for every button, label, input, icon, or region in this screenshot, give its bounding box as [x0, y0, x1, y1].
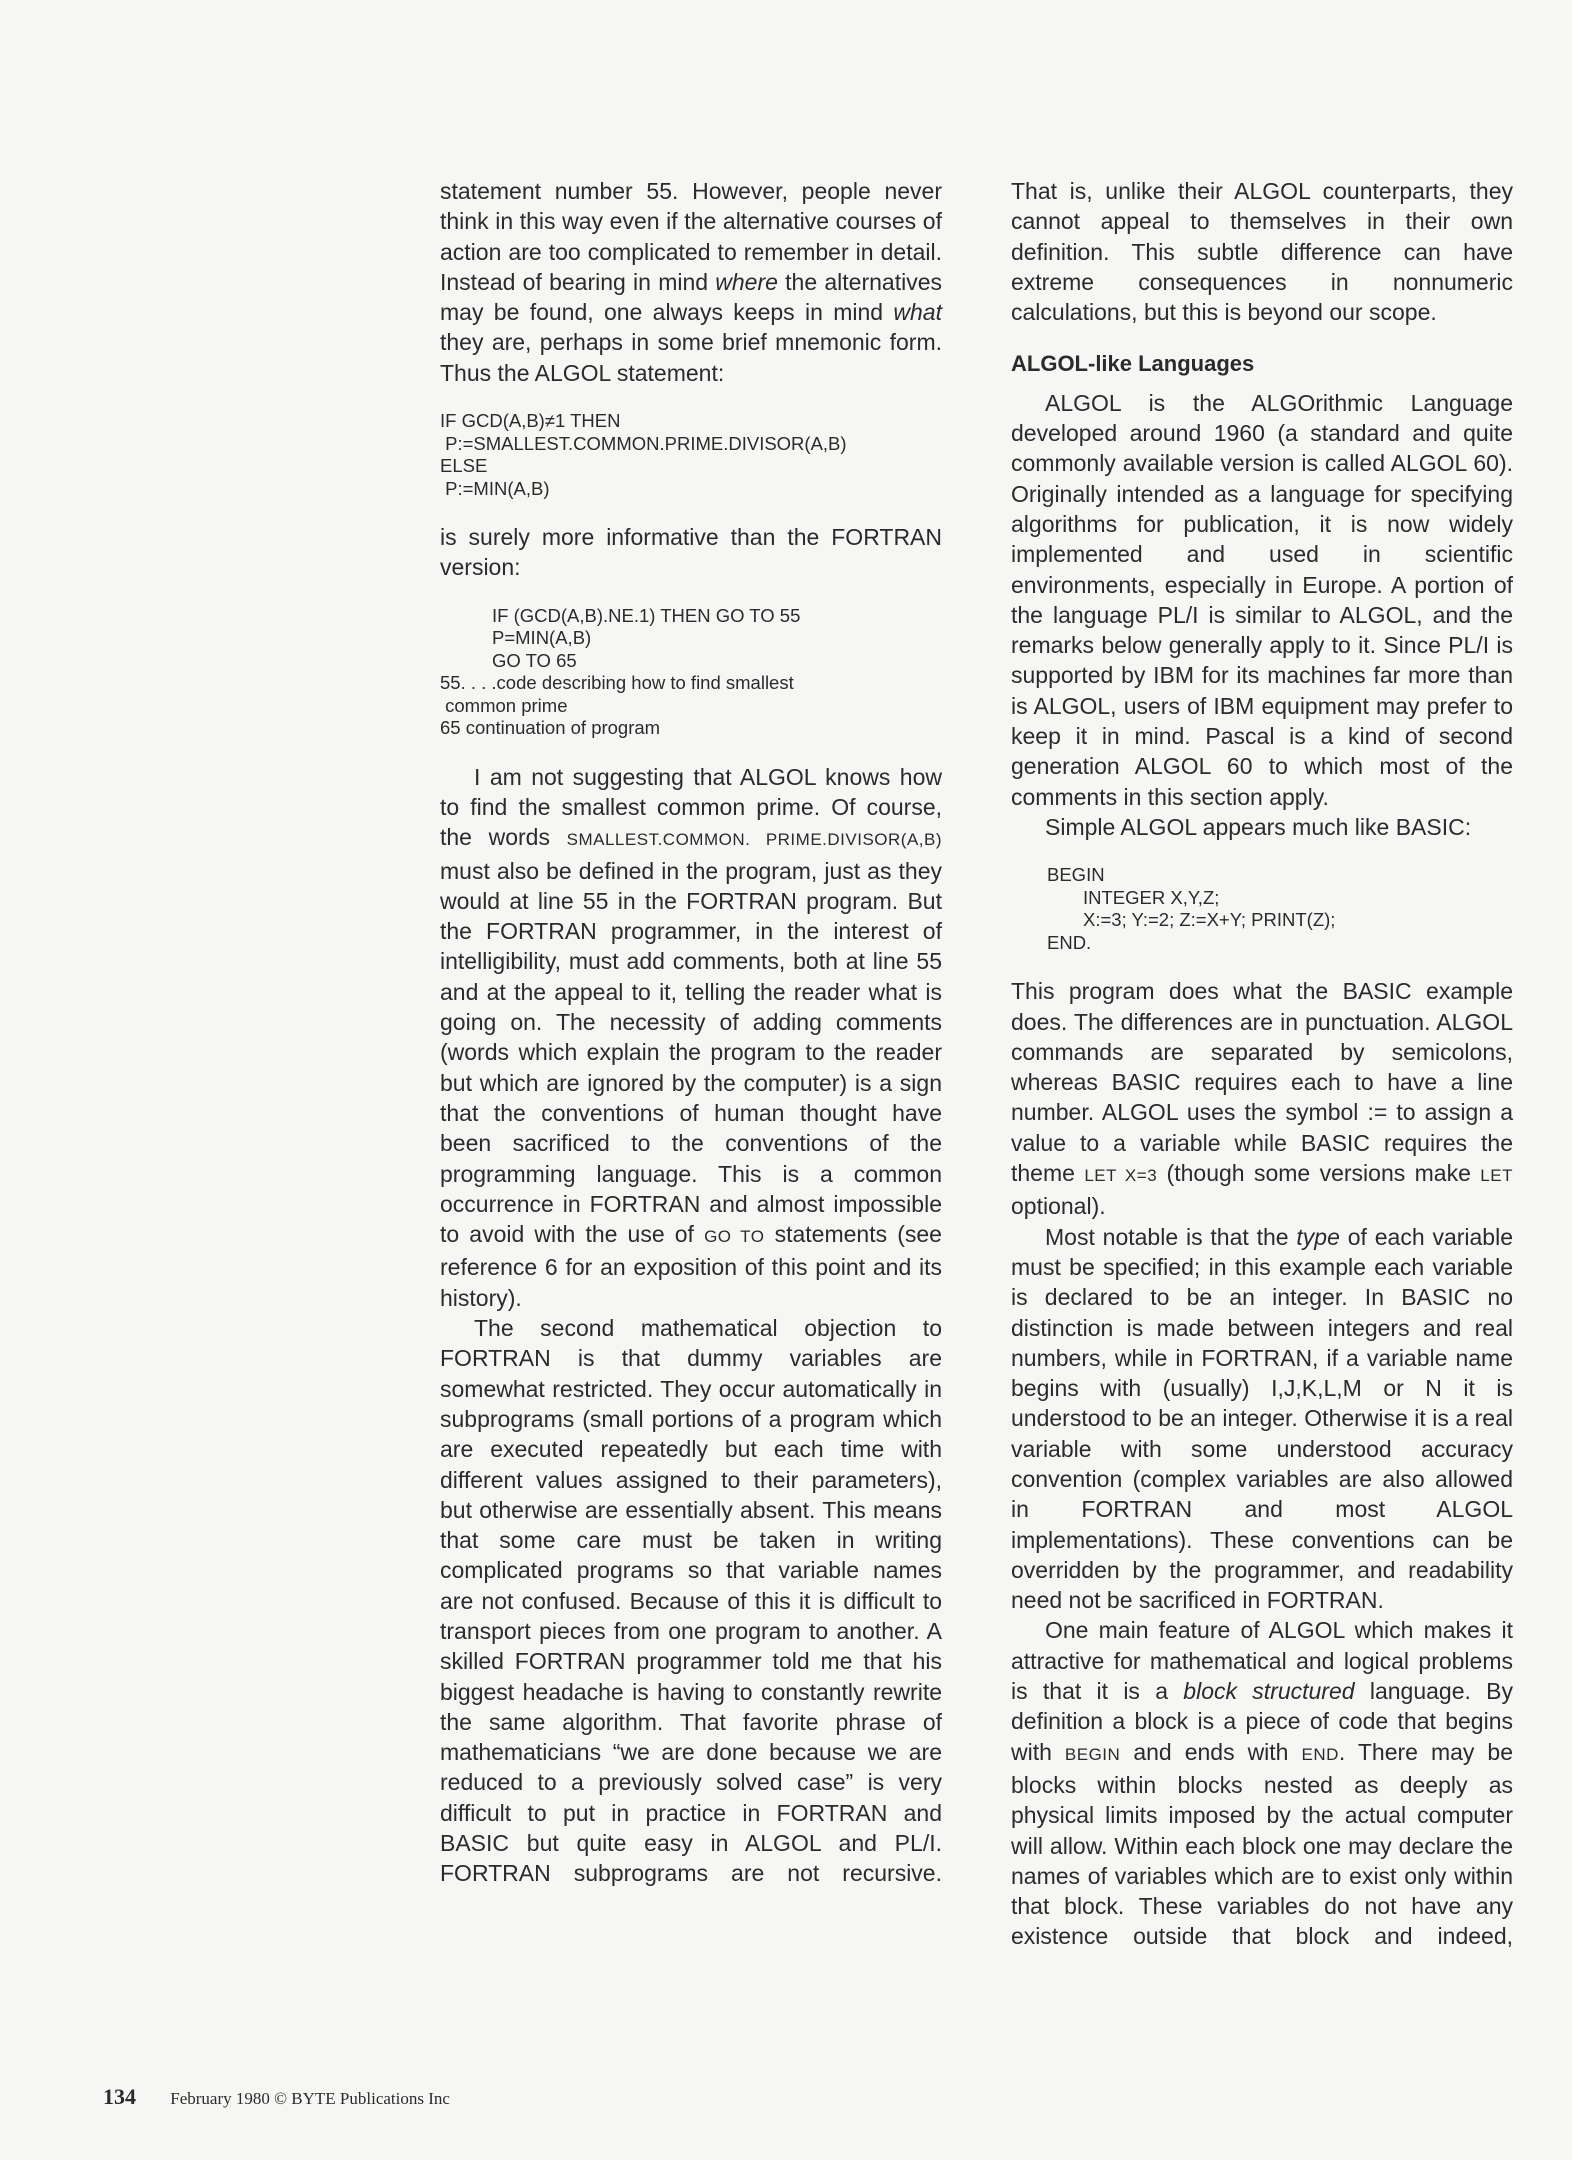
emphasis-text: block structured — [1183, 1678, 1355, 1705]
paragraph — [1011, 388, 1513, 812]
text-run: . There may be blocks within blocks nested as deeply as physical limits imposed by the actual computer will allow. Within each block one may declare the names of variables which are to exist only within that block. These variables do not have any existence outside that block and indeed, — [1011, 1738, 1513, 1950]
code-listing — [440, 605, 942, 740]
text-run: must also be defined in the program, just as they would at line 55 in the FORTRAN program. But the FORTRAN programmer, in the interest of intelligibility, must add comments, both at line 55 and at the appeal to it, telling the reader what is going on. The necessity of adding comments (words which explain the program to the reader but which are ignored by the computer) is a sign that the conventions of human thought have been sacrificed to the conventions of the programming language. This is a common occurrence in FORTRAN and almost impossible to avoid with the use of — [440, 857, 942, 1248]
section-heading: ALGOL-like Languages — [1011, 351, 1255, 377]
text-run: is surely more informative than the FORTRAN version: — [440, 524, 942, 581]
code-line: IF (GCD(A,B).NE.1) THEN GO TO 55 — [492, 604, 801, 626]
text-run: ALGOL is the ALGOrithmic Language developed around 1960 (a standard and quite commonly available version is called ALGOL 60). Originally intended as a language for specifying algorithms for publication, it is now widely implemented and used in scientific environments, especially in Europe. A portion of the language PL/I is similar to ALGOL, and the remarks below generally apply to it. Since PL/I is supported by IBM for its machines far more than is ALGOL, users of IBM equipment may prefer to keep it in mind. Pascal is a kind of second generation ALGOL 60 to which most of the comments in this section apply. — [1011, 389, 1513, 810]
paragraph — [1011, 812, 1513, 842]
inline-code: BEGIN — [1064, 1744, 1121, 1764]
code-line: IF GCD(A,B)≠1 THEN — [440, 410, 621, 432]
paragraph — [1011, 176, 1513, 327]
text-run: optional). — [1011, 1193, 1106, 1220]
emphasis-text: type — [1296, 1223, 1340, 1250]
text-run: statements (see reference 6 for an exposition of this point and its history). — [440, 1221, 942, 1311]
text-run: (though some versions make — [1157, 1160, 1481, 1187]
code-line: P:=MIN(A,B) — [440, 477, 550, 499]
code-line: P=MIN(A,B) — [492, 627, 592, 649]
text-run: I am not suggesting that ALGOL knows how to find the smallest common prime. Of course, the words — [440, 763, 942, 851]
text-run: That is, unlike their ALGOL counterparts, they cannot appeal to themselves in their own definition. This subtle difference can have extreme consequences in nonnumeric calculations, but this is beyond our scope. — [1011, 178, 1513, 326]
text-run: and ends with — [1120, 1738, 1302, 1765]
paragraph — [440, 762, 942, 1313]
inline-code: LET X=3 — [1084, 1166, 1158, 1186]
emphasis-text: where — [715, 268, 778, 295]
code-line: common prime — [440, 694, 568, 716]
code-line: P:=SMALLEST.COMMON.PRIME.DIVISOR(A,B) — [440, 432, 847, 454]
page-number: 134 — [103, 2084, 136, 2109]
code-listing — [440, 410, 942, 500]
inline-code: END — [1301, 1744, 1339, 1764]
text-run: the alternatives may be found, one always keeps in mind — [440, 268, 942, 326]
paragraph — [1011, 976, 1513, 1221]
page-footer — [103, 2084, 450, 2110]
inline-code: SMALLEST.COMMON. PRIME.DIVISOR(A,B) — [566, 830, 943, 850]
code-line: BEGIN — [1047, 864, 1105, 886]
code-line: ELSE — [440, 455, 488, 477]
code-line: END. — [1047, 931, 1092, 953]
code-line: 65 continuation of program — [440, 717, 661, 739]
text-run: The second mathematical objection to FORTRAN is that dummy variables are somewhat restricted. They occur automatically in subprograms (small portions of a program which are executed repeatedly but each time with different values assigned to their parameters), but otherwise are essentially absent. This means that some care must be taken in writing complicated programs so that variable names are not confused. Because of this it is difficult to transport pieces from one program to another. A skilled FORTRAN programmer told me that his biggest headache is having to constantly rewrite the same algorithm. That favorite phrase of mathematicians “we are done because we are reduced to a previously solved case” is very difficult to put in practice in FORTRAN and BASIC but quite easy in ALGOL and PL/I. FORTRAN subprograms are not recursive. — [440, 1315, 942, 1887]
code-line: INTEGER X,Y,Z; — [1083, 886, 1220, 908]
left-column — [440, 176, 942, 1889]
emphasis-text: what — [893, 299, 942, 326]
text-run: This program does what the BASIC example does. The differences are in punctuation. ALGOL commands are separated by semicolons, whereas BASIC requires each to have a line number. ALGOL uses the symbol := to assign a value to a variable while BASIC requires the theme — [1011, 978, 1513, 1187]
footer-credit: February 1980 © BYTE Publications Inc — [170, 2089, 450, 2108]
code-listing — [1011, 864, 1513, 954]
paragraph — [440, 176, 942, 388]
paragraph — [440, 1313, 942, 1889]
inline-code: GO TO — [704, 1227, 765, 1247]
text-run: of each variable must be specified; in this example each variable is declared to be an integer. In BASIC no distinction is made between integers and real numbers, while in FORTRAN, if a variable name begins with (usually) I,J,K,L,M or N it is understood to be an integer. Otherwise it is a real variable with some understood accuracy convention (complex variables are also allowed in FORTRAN and most ALGOL implementations). These conventions can be overridden by the programmer, and readability need not be sacrificed in FORTRAN. — [1011, 1223, 1513, 1614]
paragraph — [440, 522, 942, 583]
code-line: 55. . . .code describing how to find smallest — [440, 672, 794, 694]
text-run: statement number 55. However, people never think in this way even if the alternative courses of action are too complicated to remember in detail. Instead of bearing in mind — [440, 178, 942, 295]
paragraph — [1011, 1615, 1513, 1951]
inline-code: LET — [1480, 1166, 1513, 1186]
text-run: language. By definition a block is a piece of code that begins with — [1011, 1678, 1513, 1765]
code-line: GO TO 65 — [492, 649, 577, 671]
text-run: One main feature of ALGOL which makes it attractive for mathematical and logical problems is that it is a — [1011, 1617, 1513, 1705]
text-run: they are, perhaps in some brief mnemonic form. Thus the ALGOL statement: — [440, 329, 942, 386]
text-run: Most notable is that the — [1045, 1223, 1297, 1250]
paragraph — [1011, 1222, 1513, 1616]
right-column — [1011, 176, 1513, 1952]
text-run: Simple ALGOL appears much like BASIC: — [1045, 813, 1472, 840]
code-line: X:=3; Y:=2; Z:=X+Y; PRINT(Z); — [1083, 909, 1336, 931]
